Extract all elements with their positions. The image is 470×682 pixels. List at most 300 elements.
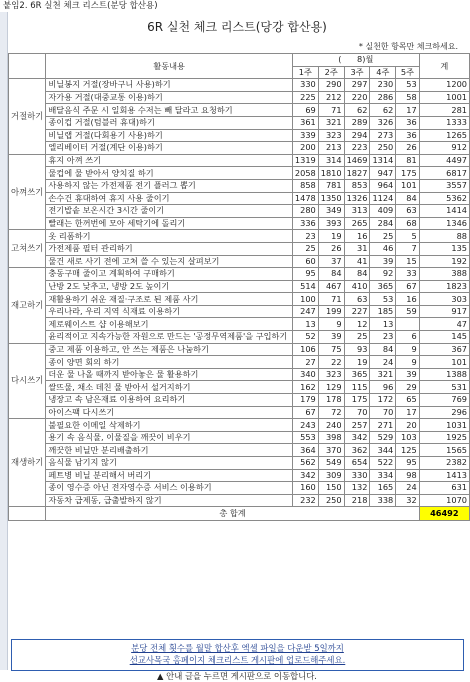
week-count-cell[interactable]: 1810: [318, 167, 344, 180]
week-count-cell[interactable]: 84: [396, 192, 419, 205]
row-total-cell: 281: [419, 104, 469, 117]
week-count-cell[interactable]: 95: [292, 268, 318, 281]
grand-total-row: [9, 507, 470, 521]
week-count-cell[interactable]: 223: [344, 142, 370, 155]
week-count-cell[interactable]: 98: [396, 469, 419, 482]
week-count-cell[interactable]: [396, 318, 419, 331]
table-row: [9, 318, 470, 331]
week-count-cell[interactable]: 23: [370, 331, 396, 344]
row-total-cell: 6817: [419, 167, 469, 180]
category-label: 거절하기: [9, 79, 46, 155]
table-row: [9, 431, 470, 444]
activity-cell: 물건 새로 사기 전에 고쳐 쓸 수 있는지 살펴보기: [46, 255, 293, 268]
row-total-cell: 1070: [419, 494, 469, 507]
row-total-cell: 388: [419, 268, 469, 281]
notice-line-1[interactable]: 분당 전체 횟수를 월말 합산후 엑셀 파일을 다운받 5일까지: [131, 643, 344, 653]
row-total-cell: 303: [419, 293, 469, 306]
week-count-cell[interactable]: 92: [370, 268, 396, 281]
week-count-cell[interactable]: 67: [396, 280, 419, 293]
activity-cell: 종이컵 거절(텀블러 휴대)하기: [46, 116, 293, 129]
week-count-cell[interactable]: 225: [292, 91, 318, 104]
week-count-cell[interactable]: 853: [344, 179, 370, 192]
week-count-cell[interactable]: 115: [344, 381, 370, 394]
row-total-cell: 531: [419, 381, 469, 394]
table-row: [9, 230, 470, 243]
week-count-cell[interactable]: 32: [396, 494, 419, 507]
table-row: [9, 280, 470, 293]
table-row: [9, 268, 470, 281]
activity-cell: 물컵에 물 받아서 양치질 하기: [46, 167, 293, 180]
table-row: [9, 104, 470, 117]
activity-cell: 충동구매 줄이고 계획하여 구매하기: [46, 268, 293, 281]
week-count-cell[interactable]: 6: [396, 331, 419, 344]
week-count-cell[interactable]: 175: [344, 394, 370, 407]
week-count-cell[interactable]: 522: [370, 457, 396, 470]
week-count-cell[interactable]: 12: [344, 318, 370, 331]
table-row: [9, 293, 470, 306]
week-count-cell[interactable]: 59: [396, 305, 419, 318]
week-count-cell[interactable]: 323: [318, 368, 344, 381]
week-count-cell[interactable]: 39: [318, 331, 344, 344]
week-count-cell[interactable]: 342: [292, 469, 318, 482]
week-count-cell[interactable]: 70: [370, 406, 396, 419]
week-count-cell[interactable]: 349: [318, 205, 344, 218]
activity-cell: 종이 양면 회의 하기: [46, 356, 293, 369]
table-row: [9, 457, 470, 470]
week-count-cell[interactable]: 213: [318, 142, 344, 155]
week-count-cell[interactable]: 93: [344, 343, 370, 356]
week-count-cell[interactable]: 336: [292, 217, 318, 230]
header-week-5: 5주: [396, 66, 419, 79]
attachment-title: 붙임2. 6R 실천 체크 리스트(분당 합산용): [3, 1, 158, 11]
header-week-2: 2주: [318, 66, 344, 79]
week-count-cell[interactable]: 160: [292, 482, 318, 495]
table-row: [9, 179, 470, 192]
bottom-guide: ▲ 안내 글을 누르면 게시판으로 이동합니다.: [157, 671, 317, 681]
activity-cell: 빨래는 한꺼번에 모아 세탁기에 돌리기: [46, 217, 293, 230]
row-total-cell: 1346: [419, 217, 469, 230]
week-count-cell[interactable]: 290: [318, 79, 344, 92]
week-count-cell[interactable]: 20: [396, 419, 419, 432]
week-count-cell[interactable]: 5: [396, 230, 419, 243]
week-count-cell[interactable]: 29: [396, 381, 419, 394]
table-row: [9, 406, 470, 419]
week-count-cell[interactable]: 15: [396, 255, 419, 268]
table-row: [9, 129, 470, 142]
week-count-cell[interactable]: 9: [318, 318, 344, 331]
week-count-cell[interactable]: 53: [370, 293, 396, 306]
week-count-cell[interactable]: 212: [318, 91, 344, 104]
table-row: [9, 192, 470, 205]
week-count-cell[interactable]: 81: [396, 154, 419, 167]
header-week-1: 1주: [292, 66, 318, 79]
week-count-cell[interactable]: 321: [318, 116, 344, 129]
week-count-cell[interactable]: 16: [396, 293, 419, 306]
week-count-cell[interactable]: 321: [370, 368, 396, 381]
activity-cell: 중고 제품 이용하고, 안 쓰는 제품은 나눔하기: [46, 343, 293, 356]
week-count-cell[interactable]: 330: [292, 79, 318, 92]
table-body: [9, 54, 470, 521]
activity-cell: 음식물 남기지 않기: [46, 457, 293, 470]
activity-cell: 불필요한 이메일 삭제하기: [46, 419, 293, 432]
month-open: (: [338, 54, 342, 65]
activity-cell: 자동차 급제동, 급출발하지 않기: [46, 494, 293, 507]
week-count-cell[interactable]: 362: [344, 444, 370, 457]
week-count-cell[interactable]: 60: [292, 255, 318, 268]
week-count-cell[interactable]: 23: [292, 230, 318, 243]
week-count-cell[interactable]: 781: [318, 179, 344, 192]
week-count-cell[interactable]: 36: [396, 116, 419, 129]
table-row: [9, 205, 470, 218]
week-count-cell[interactable]: 549: [318, 457, 344, 470]
week-count-cell[interactable]: 338: [370, 494, 396, 507]
week-count-cell[interactable]: 165: [370, 482, 396, 495]
header-week-3: 3주: [344, 66, 370, 79]
week-count-cell[interactable]: 365: [370, 280, 396, 293]
week-count-cell[interactable]: 150: [318, 482, 344, 495]
week-count-cell[interactable]: 9: [396, 343, 419, 356]
week-count-cell[interactable]: 172: [370, 394, 396, 407]
activity-cell: 우리나라, 우리 지역 식재료 이용하기: [46, 305, 293, 318]
week-count-cell[interactable]: 36: [396, 129, 419, 142]
week-count-cell[interactable]: 75: [318, 343, 344, 356]
table-row: [9, 469, 470, 482]
week-count-cell[interactable]: 365: [344, 368, 370, 381]
category-label: 재고하기: [9, 268, 46, 344]
activity-cell: 배달음식 주문 시 일회용 수저는 빼 달라고 요청하기: [46, 104, 293, 117]
week-count-cell[interactable]: 101: [396, 179, 419, 192]
week-count-cell[interactable]: 162: [292, 381, 318, 394]
week-count-cell[interactable]: 339: [292, 129, 318, 142]
week-count-cell[interactable]: 326: [370, 116, 396, 129]
week-count-cell[interactable]: 179: [292, 394, 318, 407]
row-total-cell: 1031: [419, 419, 469, 432]
week-count-cell[interactable]: 22: [318, 356, 344, 369]
row-total-cell: 88: [419, 230, 469, 243]
activity-cell: 종이 영수증 아닌 전자영수증 서비스 이용하기: [46, 482, 293, 495]
week-count-cell[interactable]: 409: [370, 205, 396, 218]
week-count-cell[interactable]: 62: [344, 104, 370, 117]
activity-cell: 아이스팩 다시쓰기: [46, 406, 293, 419]
table-row: [9, 255, 470, 268]
week-count-cell[interactable]: 19: [318, 230, 344, 243]
activity-cell: 휴지 아껴 쓰기: [46, 154, 293, 167]
grand-total-value: 46492: [419, 507, 469, 521]
week-count-cell[interactable]: 185: [370, 305, 396, 318]
table-row: [9, 217, 470, 230]
week-count-cell[interactable]: 398: [318, 431, 344, 444]
week-count-cell[interactable]: 313: [344, 205, 370, 218]
table-row: [9, 331, 470, 344]
grand-total-label: 총 합계: [46, 507, 419, 521]
month-value[interactable]: 8: [357, 54, 363, 65]
week-count-cell[interactable]: 218: [344, 494, 370, 507]
week-count-cell[interactable]: 257: [344, 419, 370, 432]
week-count-cell[interactable]: 344: [370, 444, 396, 457]
week-count-cell[interactable]: 39: [396, 368, 419, 381]
row-total-cell: 1388: [419, 368, 469, 381]
row-total-cell: 2382: [419, 457, 469, 470]
week-count-cell[interactable]: 13: [370, 318, 396, 331]
week-count-cell[interactable]: 199: [318, 305, 344, 318]
week-count-cell[interactable]: 265: [344, 217, 370, 230]
row-total-cell: 101: [419, 356, 469, 369]
week-count-cell[interactable]: 84: [318, 268, 344, 281]
row-total-cell: 145: [419, 331, 469, 344]
row-total-cell: 1925: [419, 431, 469, 444]
week-count-cell[interactable]: 175: [396, 167, 419, 180]
table-row: [9, 116, 470, 129]
week-count-cell[interactable]: 39: [370, 255, 396, 268]
week-count-cell[interactable]: 13: [292, 318, 318, 331]
header-activity: 활동내용: [46, 54, 293, 79]
row-total-cell: 1333: [419, 116, 469, 129]
week-count-cell[interactable]: 240: [318, 419, 344, 432]
week-count-cell[interactable]: 654: [344, 457, 370, 470]
row-total-cell: 135: [419, 242, 469, 255]
week-count-cell[interactable]: 250: [370, 142, 396, 155]
header-category-blank: [9, 54, 46, 79]
week-count-cell[interactable]: 562: [292, 457, 318, 470]
week-count-cell[interactable]: 72: [318, 406, 344, 419]
category-label: 고쳐쓰기: [9, 230, 46, 268]
week-count-cell[interactable]: 1314: [370, 154, 396, 167]
activity-cell: 전기밥솥 보온시간 3시간 줄이기: [46, 205, 293, 218]
week-count-cell[interactable]: 297: [344, 79, 370, 92]
row-total-cell: 769: [419, 394, 469, 407]
notice-line-2[interactable]: 선교사목국 홈페이지 체크리스트 게시판에 업로드해주세요.: [129, 655, 346, 665]
table-row: [9, 305, 470, 318]
week-count-cell[interactable]: 9: [396, 356, 419, 369]
week-count-cell[interactable]: 467: [318, 280, 344, 293]
week-count-cell[interactable]: 16: [344, 230, 370, 243]
activity-cell: 옷 리폼하기: [46, 230, 293, 243]
week-count-cell[interactable]: 1124: [370, 192, 396, 205]
activity-cell: 쌀뜨물, 채소 데친 물 받아서 설거지하기: [46, 381, 293, 394]
table-row: [9, 444, 470, 457]
row-total-cell: 4497: [419, 154, 469, 167]
activity-cell: 제로웨이스트 샵 이용해보기: [46, 318, 293, 331]
week-count-cell[interactable]: 284: [370, 217, 396, 230]
week-count-cell[interactable]: 330: [344, 469, 370, 482]
row-total-cell: 367: [419, 343, 469, 356]
week-count-cell[interactable]: 24: [370, 356, 396, 369]
row-total-cell: 631: [419, 482, 469, 495]
week-count-cell[interactable]: 230: [370, 79, 396, 92]
week-count-cell[interactable]: 294: [344, 129, 370, 142]
week-count-cell[interactable]: 1319: [292, 154, 318, 167]
week-count-cell[interactable]: 17: [396, 104, 419, 117]
week-count-cell[interactable]: 84: [344, 268, 370, 281]
row-total-cell: 5362: [419, 192, 469, 205]
category-label: 다시쓰기: [9, 343, 46, 419]
week-count-cell[interactable]: 243: [292, 419, 318, 432]
row-total-cell: 47: [419, 318, 469, 331]
header-row-month: [9, 54, 470, 67]
week-count-cell[interactable]: 250: [318, 494, 344, 507]
table-row: [9, 494, 470, 507]
activity-cell: 용기 속 음식물, 이물질을 깨끗이 비우기: [46, 431, 293, 444]
month-close: )월: [362, 54, 374, 65]
week-count-cell[interactable]: 100: [292, 293, 318, 306]
notice-link[interactable]: [11, 639, 464, 671]
row-total-cell: 3557: [419, 179, 469, 192]
week-count-cell[interactable]: 514: [292, 280, 318, 293]
week-count-cell[interactable]: 129: [318, 381, 344, 394]
week-count-cell[interactable]: 19: [344, 356, 370, 369]
week-count-cell[interactable]: 364: [292, 444, 318, 457]
activity-cell: 엘리베이터 거절(계단 이용)하기: [46, 142, 293, 155]
week-count-cell[interactable]: 947: [370, 167, 396, 180]
week-count-cell[interactable]: 286: [370, 91, 396, 104]
week-count-cell[interactable]: 529: [370, 431, 396, 444]
table-row: [9, 394, 470, 407]
week-count-cell[interactable]: 69: [292, 104, 318, 117]
grand-total-blank: [9, 507, 46, 521]
table-row: [9, 343, 470, 356]
week-count-cell[interactable]: 95: [396, 457, 419, 470]
row-total-cell: 1265: [419, 129, 469, 142]
table-row: [9, 167, 470, 180]
table-row: [9, 142, 470, 155]
week-count-cell[interactable]: 2058: [292, 167, 318, 180]
week-count-cell[interactable]: 361: [292, 116, 318, 129]
activity-cell: 페트병 비닐 분리해서 버리기: [46, 469, 293, 482]
activity-cell: 더운 물 나올 때까지 받아놓은 물 활용하기: [46, 368, 293, 381]
week-count-cell[interactable]: 71: [318, 293, 344, 306]
week-count-cell[interactable]: 273: [370, 129, 396, 142]
week-count-cell[interactable]: 232: [292, 494, 318, 507]
activity-cell: 난방 2도 낮추고, 냉방 2도 높이기: [46, 280, 293, 293]
week-count-cell[interactable]: 106: [292, 343, 318, 356]
week-count-cell[interactable]: 393: [318, 217, 344, 230]
week-count-cell[interactable]: 17: [396, 406, 419, 419]
week-count-cell[interactable]: 410: [344, 280, 370, 293]
category-label: 아껴쓰기: [9, 154, 46, 230]
row-total-cell: 1413: [419, 469, 469, 482]
week-count-cell[interactable]: 33: [396, 268, 419, 281]
week-count-cell[interactable]: 340: [292, 368, 318, 381]
table-row: [9, 482, 470, 495]
week-count-cell[interactable]: 132: [344, 482, 370, 495]
table-row: [9, 79, 470, 92]
week-count-cell[interactable]: 7: [396, 242, 419, 255]
week-count-cell[interactable]: 314: [318, 154, 344, 167]
week-count-cell[interactable]: 46: [370, 242, 396, 255]
week-count-cell[interactable]: 1827: [344, 167, 370, 180]
week-count-cell[interactable]: 41: [344, 255, 370, 268]
week-count-cell[interactable]: 96: [370, 381, 396, 394]
row-total-cell: 917: [419, 305, 469, 318]
activity-cell: 윤리적이고 지속가능한 자원으로 만드는 '공정무역제품'을 구입하기: [46, 331, 293, 344]
week-count-cell[interactable]: 103: [396, 431, 419, 444]
activity-cell: 사용하지 않는 가전제품 전기 플러그 뽑기: [46, 179, 293, 192]
week-count-cell[interactable]: 68: [396, 217, 419, 230]
week-count-cell[interactable]: 964: [370, 179, 396, 192]
week-count-cell[interactable]: 62: [370, 104, 396, 117]
row-total-cell: 912: [419, 142, 469, 155]
week-count-cell[interactable]: 63: [396, 205, 419, 218]
week-count-cell[interactable]: 25: [292, 242, 318, 255]
week-count-cell[interactable]: 553: [292, 431, 318, 444]
week-count-cell[interactable]: 25: [370, 230, 396, 243]
week-count-cell[interactable]: 84: [370, 343, 396, 356]
week-count-cell[interactable]: 31: [344, 242, 370, 255]
table-row: [9, 91, 470, 104]
page-title: 6R 실천 체크 리스트(당강 합산용): [147, 20, 327, 34]
week-count-cell[interactable]: 71: [318, 104, 344, 117]
week-count-cell[interactable]: 247: [292, 305, 318, 318]
week-count-cell[interactable]: 26: [396, 142, 419, 155]
week-count-cell[interactable]: 289: [344, 116, 370, 129]
row-total-cell: 1823: [419, 280, 469, 293]
table-row: [9, 242, 470, 255]
week-count-cell[interactable]: 370: [318, 444, 344, 457]
week-count-cell[interactable]: 1350: [318, 192, 344, 205]
week-count-cell[interactable]: 858: [292, 179, 318, 192]
header-month: [292, 54, 419, 67]
week-count-cell[interactable]: 200: [292, 142, 318, 155]
week-count-cell[interactable]: 220: [344, 91, 370, 104]
spreadsheet: [7, 12, 470, 681]
week-count-cell[interactable]: 271: [370, 419, 396, 432]
week-count-cell[interactable]: 1326: [344, 192, 370, 205]
table-row: [9, 356, 470, 369]
week-count-cell[interactable]: 25: [344, 331, 370, 344]
row-total-cell: 192: [419, 255, 469, 268]
header-total: 계: [419, 54, 469, 79]
activity-cell: 재활용하기 쉬운 재질·구조로 된 제품 사기: [46, 293, 293, 306]
row-total-cell: 296: [419, 406, 469, 419]
table-row: [9, 154, 470, 167]
week-count-cell[interactable]: 63: [344, 293, 370, 306]
week-count-cell[interactable]: 1469: [344, 154, 370, 167]
activity-cell: 가전제품 필터 관리하기: [46, 242, 293, 255]
checklist-table: [8, 53, 470, 521]
week-count-cell[interactable]: 334: [370, 469, 396, 482]
row-total-cell: 1200: [419, 79, 469, 92]
week-count-cell[interactable]: 24: [396, 482, 419, 495]
week-count-cell[interactable]: 309: [318, 469, 344, 482]
week-count-cell[interactable]: 280: [292, 205, 318, 218]
activity-cell: 냉장고 속 남은재료 이용하여 요리하기: [46, 394, 293, 407]
activity-cell: 손수건 휴대하여 휴지 사용 줄이기: [46, 192, 293, 205]
activity-cell: 비닐랩 거절(다회용기 사용)하기: [46, 129, 293, 142]
week-count-cell[interactable]: 323: [318, 129, 344, 142]
activity-cell: 깨끗한 비닐만 분리배출하기: [46, 444, 293, 457]
week-count-cell[interactable]: 26: [318, 242, 344, 255]
week-count-cell[interactable]: 1478: [292, 192, 318, 205]
week-count-cell[interactable]: 27: [292, 356, 318, 369]
week-count-cell[interactable]: 125: [396, 444, 419, 457]
week-count-cell[interactable]: 178: [318, 394, 344, 407]
row-total-cell: 1565: [419, 444, 469, 457]
week-count-cell[interactable]: 227: [344, 305, 370, 318]
table-row: [9, 419, 470, 432]
week-count-cell[interactable]: 53: [396, 79, 419, 92]
week-count-cell[interactable]: 58: [396, 91, 419, 104]
week-count-cell[interactable]: 65: [396, 394, 419, 407]
table-row: [9, 381, 470, 394]
instruction-note: * 실천한 항목만 체크하세요.: [358, 42, 458, 51]
week-count-cell[interactable]: 67: [292, 406, 318, 419]
activity-cell: 자가용 거절(대중교통 이용)하기: [46, 91, 293, 104]
week-count-cell[interactable]: 70: [344, 406, 370, 419]
activity-cell: 비닐봉지 거절(장바구니 사용)하기: [46, 79, 293, 92]
week-count-cell[interactable]: 342: [344, 431, 370, 444]
week-count-cell[interactable]: 52: [292, 331, 318, 344]
week-count-cell[interactable]: 37: [318, 255, 344, 268]
